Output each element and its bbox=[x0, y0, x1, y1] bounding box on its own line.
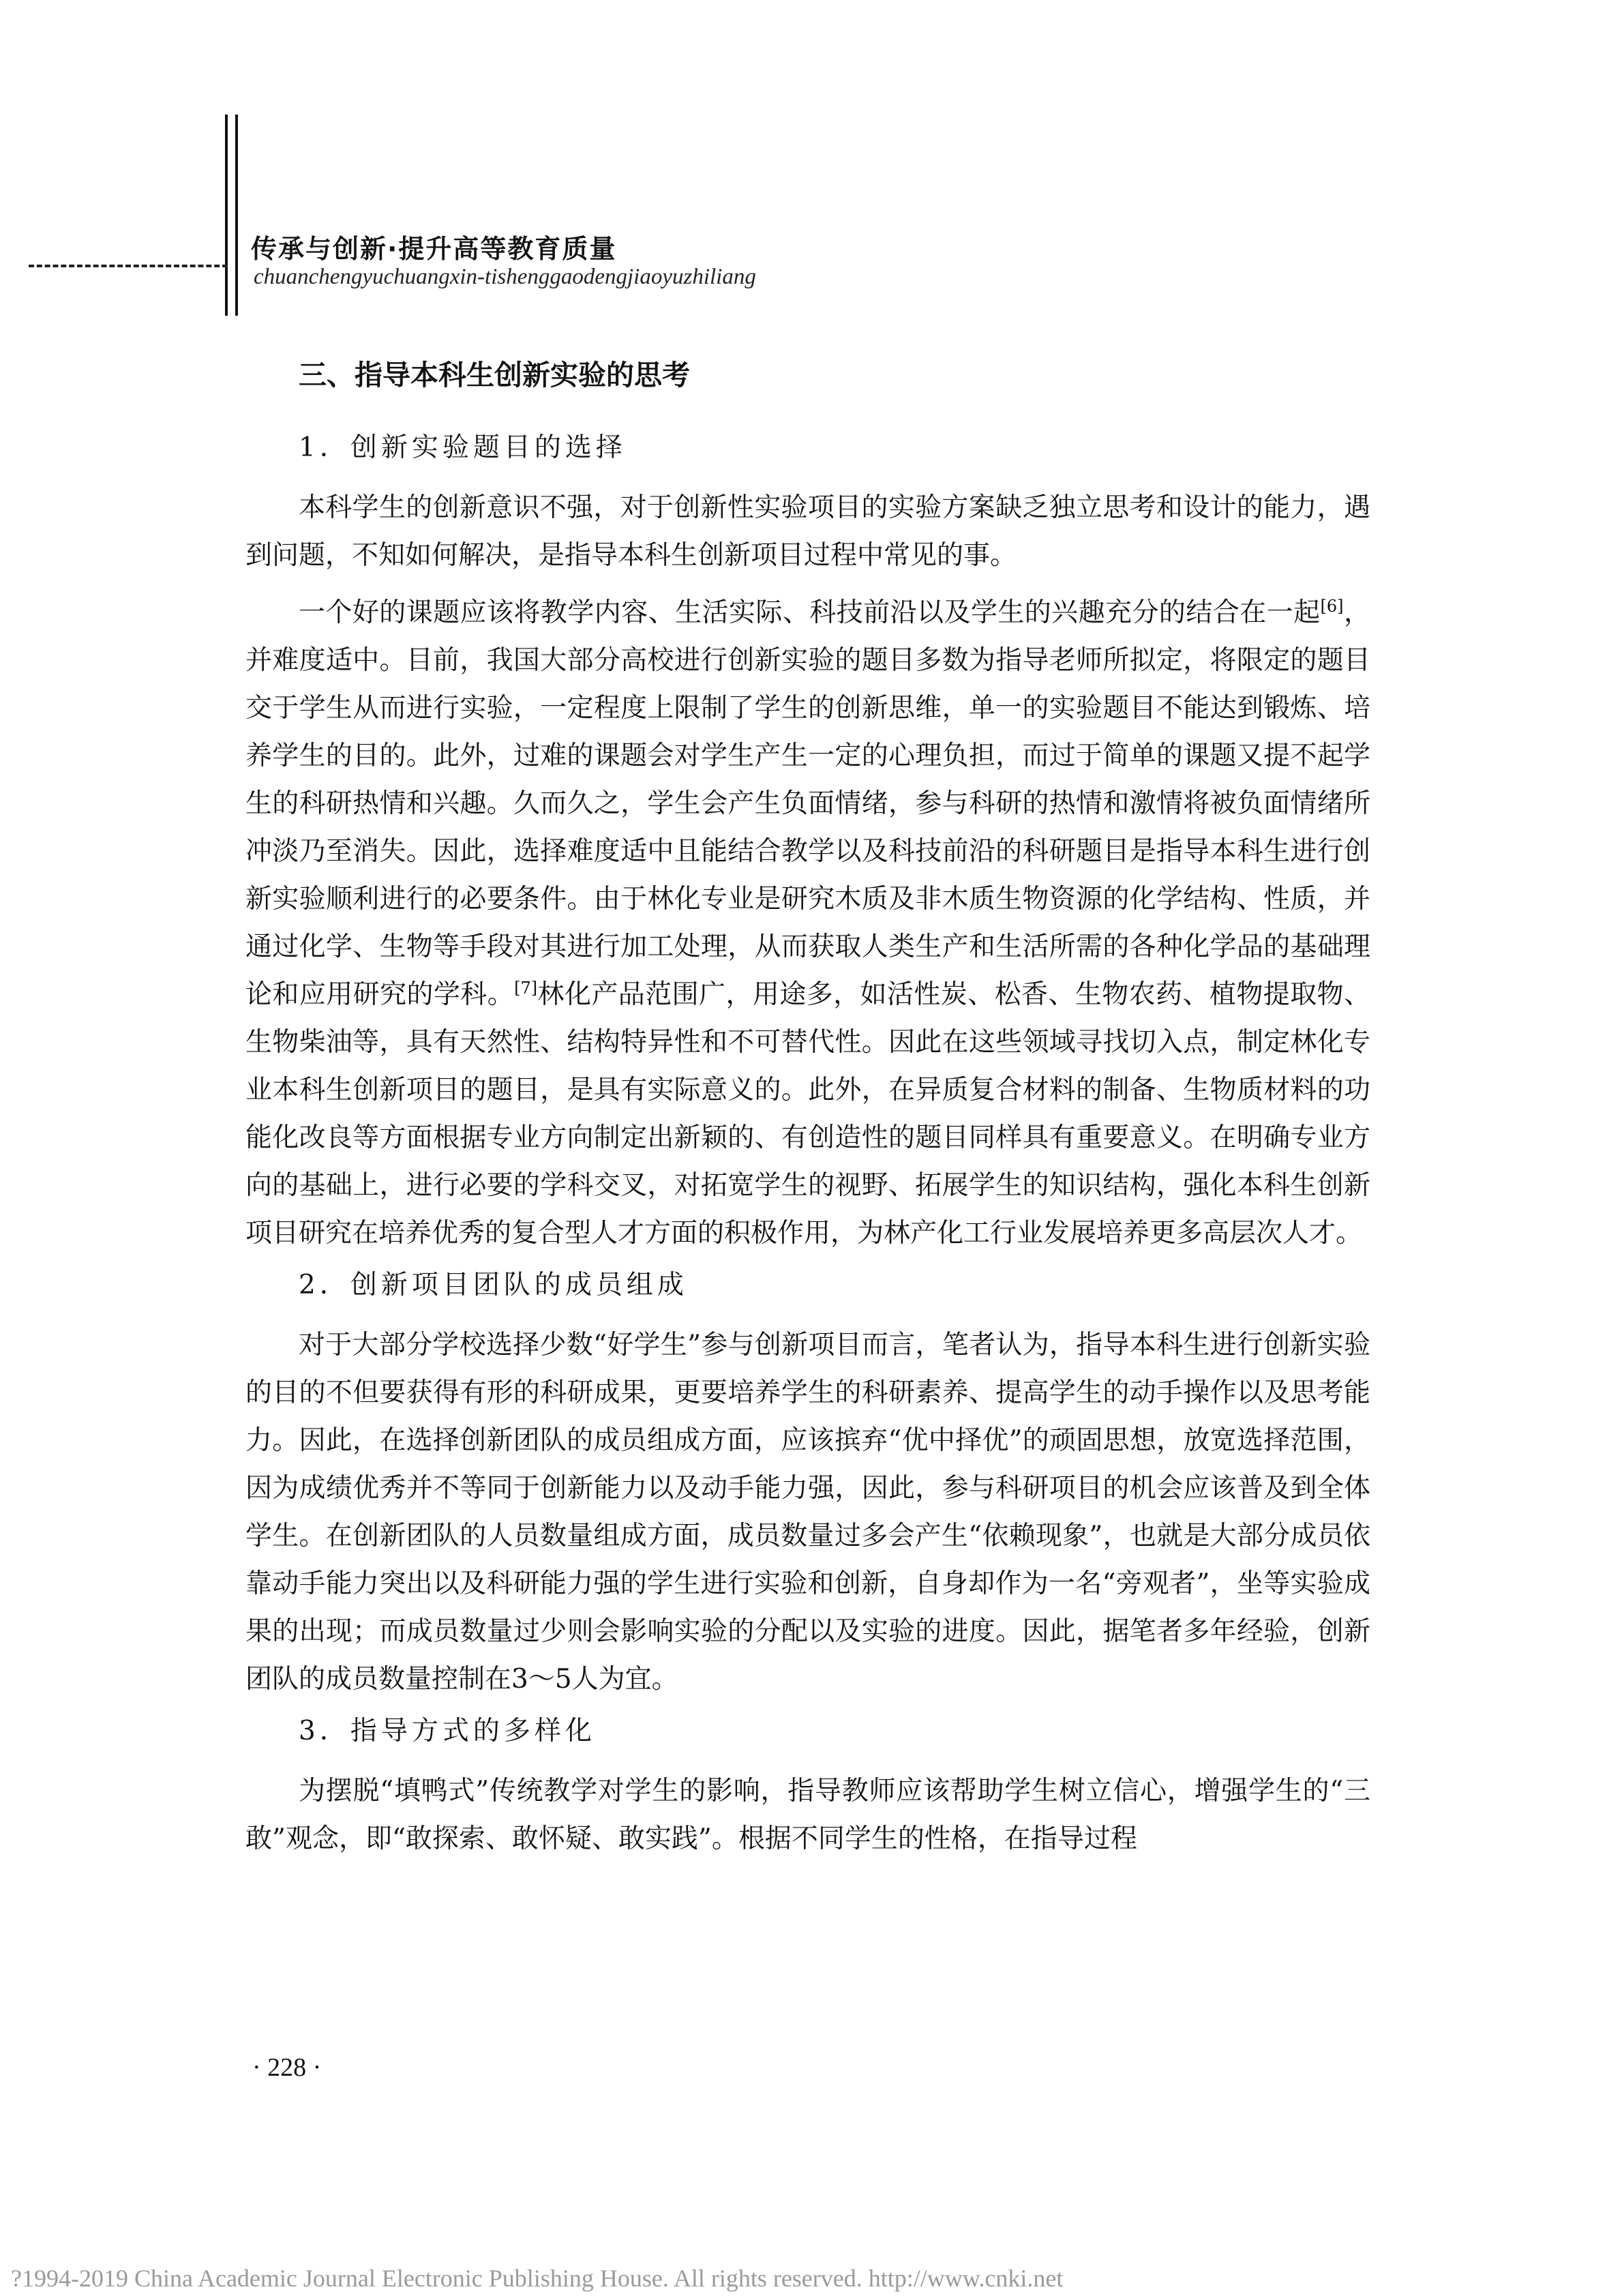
subsection-2-title: 2．创新项目团队的成员组成 bbox=[299, 1270, 688, 1300]
paragraph-text: 一个好的课题应该将教学内容、生活实际、科技前沿以及学生的兴趣充分的结合在一起 bbox=[299, 597, 1321, 628]
subsection-3-title: 3．指导方式的多样化 bbox=[299, 1716, 596, 1746]
header-vertical-bar-left bbox=[225, 115, 228, 316]
header-vertical-bar-right bbox=[235, 115, 238, 316]
article-body bbox=[245, 346, 1370, 1873]
copyright-footer: ?1994-2019 China Academic Journal Electronic Publishing House. All rights reserved. http://www.cnki.net bbox=[11, 2265, 1064, 2292]
header-dashed-rule bbox=[29, 265, 228, 267]
paragraph: 本科学生的创新意识不强，对于创新性实验项目的实验方案缺乏独立思考和设计的能力，遇到问题，不知如何解决，是指导本科生创新项目过程中常见的事。 bbox=[245, 492, 1370, 571]
paragraph: 为摆脱“填鸭式”传统教学对学生的影响，指导教师应该帮助学生树立信心，增强学生的“三敢”观念，即“敢探索、敢怀疑、敢实践”。根据不同学生的性格，在指导过程 bbox=[245, 1776, 1370, 1854]
section-heading: 三、指导本科生创新实验的思考 bbox=[299, 359, 690, 391]
paragraph: 对于大部分学校选择少数“好学生”参与创新项目而言，笔者认为，指导本科生进行创新实验的目的不但要获得有形的科研成果，更要培养学生的科研素养、提高学生的动手操作以及思考能力。因此，在选择创新团队的成员组成方面，应该摈弃“优中择优”的顽固思想，放宽选择范围，因为成绩优秀并不等同于创新能力以及动手能力强，因此，参与科研项目的机会应该普及到全体学生。在创新团队的人员数量组成方面，成员数量过多会产生“依赖现象”，也就是大部分成员依靠动手能力突出以及科研能力强的学生进行实验和创新，自身却作为一名“旁观者”，坐等实验成果的出现；而成员数量过少则会影响实验的分配以及实验的进度。因此，据笔者多年经验，创新团队的成员数量控制在3～5人为宜。 bbox=[245, 1330, 1370, 1695]
paragraph-text: 林化产品范围广，用途多，如活性炭、松香、生物农药、植物提取物、生物柴油等，具有天然性、结构特异性和不可替代性。因此在这些领域寻找切入点，制定林化专业本科生创新项目的题目，是具有实际意义的。此外，在异质复合材料的制备、生物质材料的功能化改良等方面根据专业方向制定出新颖的、有创造性的题目同样具有重要意义。在明确专业方向的基础上，进行必要的学科交叉，对拓宽学生的视野、拓展学生的知识结构，强化本科生创新项目研究在培养优秀的复合型人才方面的积极作用，为林产化工行业发展培养更多高层次人才。 bbox=[245, 979, 1370, 1249]
citation-marker: [7] bbox=[514, 979, 538, 998]
running-header-pinyin: chuanchengyuchuangxin-tishenggaodengjiaoyuzhiliang bbox=[254, 265, 756, 289]
subsection-1-title: 1．创新实验题目的选择 bbox=[299, 432, 627, 463]
citation-marker: [6] bbox=[1320, 597, 1344, 616]
paragraph-text: ，并难度适中。目前，我国大部分高校进行创新实验的题目多数为指导老师所拟定，将限定的题目交于学生从而进行实验，一定程度上限制了学生的创新思维，单一的实验题目不能达到锻炼、培养学生的目的。此外，过难的课题会对学生产生一定的心理负担，而过于简单的课题又提不起学生的科研热情和兴趣。久而久之，学生会产生负面情绪，参与科研的热情和激情将被负面情绪所冲淡乃至消失。因此，选择难度适中且能结合教学以及科技前沿的科研题目是指导本科生进行创新实验顺利进行的必要条件。由于林化专业是研究木质及非木质生物资源的化学结构、性质，并通过化学、生物等手段对其进行加工处理，从而获取人类生产和生活所需的各种化学品的基础理论和应用研究的学科。 bbox=[245, 597, 1370, 1010]
running-header-title: 传承与创新·提升高等教育质量 bbox=[251, 234, 617, 264]
page-number: · 228 · bbox=[252, 2053, 322, 2082]
paragraph-with-citations bbox=[245, 589, 1370, 1257]
